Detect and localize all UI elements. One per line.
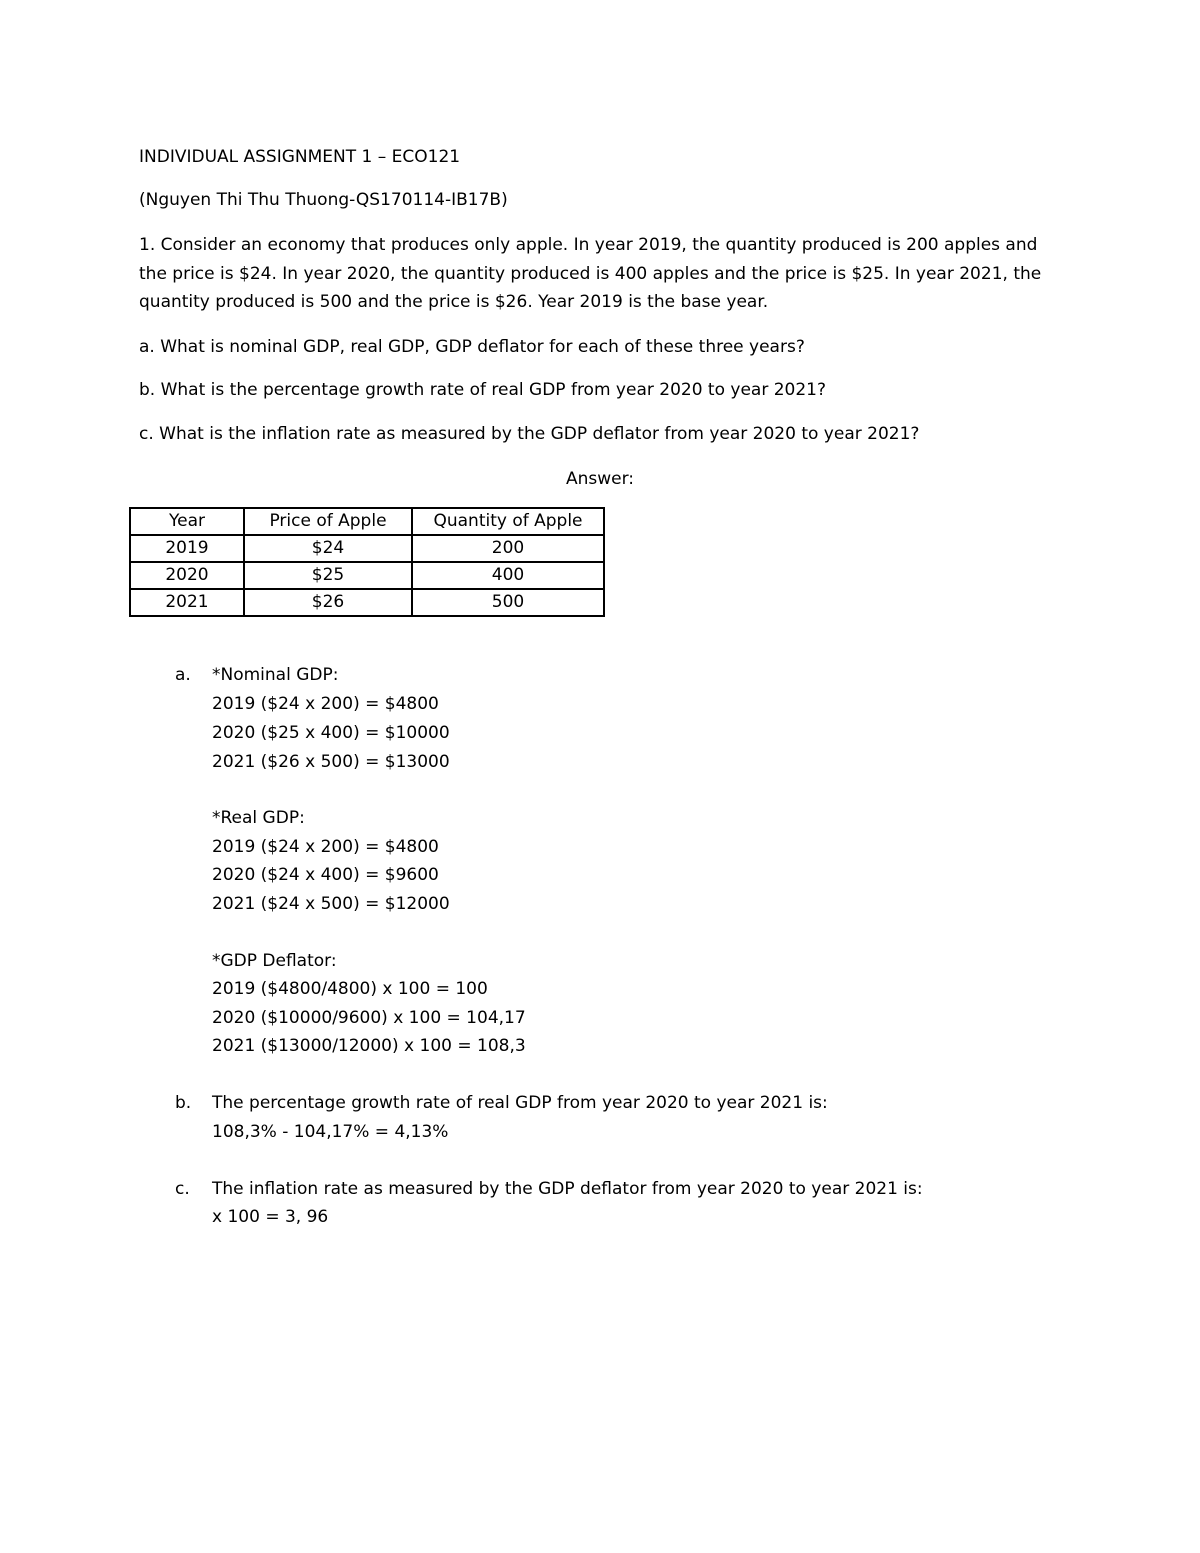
answer-c-marker: c. <box>175 1179 190 1199</box>
real-gdp-title: *Real GDP: <box>212 808 305 828</box>
gdp-deflator-title: *GDP Deflator: <box>212 951 337 971</box>
question-text-line-2: the price is $24. In year 2020, the quantity produced is 400 apples and the price is $25. In year 2021, the <box>139 264 1042 284</box>
question-text-line-1: 1. Consider an economy that produces only apple. In year 2019, the quantity produced is 200 apples and <box>139 235 1038 255</box>
answer-b-marker: b. <box>175 1093 192 1113</box>
answer-b-calculation: 108,3% - 104,17% = 4,13% <box>212 1122 449 1142</box>
nominal-gdp-line: 2020 ($25 x 400) = $10000 <box>212 723 450 743</box>
apple-data-table <box>129 507 605 617</box>
table-cell: $25 <box>244 562 412 589</box>
question-b: b. What is the percentage growth rate of real GDP from year 2020 to year 2021? <box>139 380 827 400</box>
table-cell: 2021 <box>130 589 244 616</box>
gdp-deflator-line: 2019 ($4800/4800) x 100 = 100 <box>212 979 488 999</box>
question-text-line-3: quantity produced is 500 and the price is $26. Year 2019 is the base year. <box>139 292 769 312</box>
answer-a-marker: a. <box>175 665 191 685</box>
table-cell: 200 <box>412 535 604 562</box>
nominal-gdp-line: 2021 ($26 x 500) = $13000 <box>212 752 450 772</box>
gdp-deflator-line: 2020 ($10000/9600) x 100 = 104,17 <box>212 1008 526 1028</box>
table-header-year: Year <box>130 508 244 535</box>
table-row <box>130 562 604 589</box>
table-row <box>130 535 604 562</box>
answer-heading-text: Answer: <box>565 469 635 489</box>
table-cell: $26 <box>244 589 412 616</box>
answer-c-calculation: x 100 = 3, 96 <box>212 1207 329 1227</box>
student-info: (Nguyen Thi Thu Thuong-QS170114-IB17B) <box>139 190 508 210</box>
table-header-quantity: Quantity of Apple <box>412 508 604 535</box>
question-c: c. What is the inflation rate as measured by the GDP deflator from year 2020 to year 2021? <box>139 424 920 444</box>
nominal-gdp-title: *Nominal GDP: <box>212 665 339 685</box>
real-gdp-line: 2019 ($24 x 200) = $4800 <box>212 837 439 857</box>
question-a: a. What is nominal GDP, real GDP, GDP deflator for each of these three years? <box>139 337 805 357</box>
table-cell: 2020 <box>130 562 244 589</box>
answer-c-text: The inflation rate as measured by the GDP deflator from year 2020 to year 2021 is: <box>212 1179 923 1199</box>
gdp-deflator-line: 2021 ($13000/12000) x 100 = 108,3 <box>212 1036 526 1056</box>
answer-b-text: The percentage growth rate of real GDP from year 2020 to year 2021 is: <box>212 1093 828 1113</box>
assignment-title: INDIVIDUAL ASSIGNMENT 1 – ECO121 <box>139 147 461 167</box>
table-cell: 400 <box>412 562 604 589</box>
nominal-gdp-line: 2019 ($24 x 200) = $4800 <box>212 694 439 714</box>
table-cell: 2019 <box>130 535 244 562</box>
table-row <box>130 589 604 616</box>
answer-heading <box>0 468 1200 490</box>
real-gdp-line: 2021 ($24 x 500) = $12000 <box>212 894 450 914</box>
real-gdp-line: 2020 ($24 x 400) = $9600 <box>212 865 439 885</box>
table-cell: 500 <box>412 589 604 616</box>
table-header-row <box>130 508 604 535</box>
table-header-price: Price of Apple <box>244 508 412 535</box>
table-cell: $24 <box>244 535 412 562</box>
